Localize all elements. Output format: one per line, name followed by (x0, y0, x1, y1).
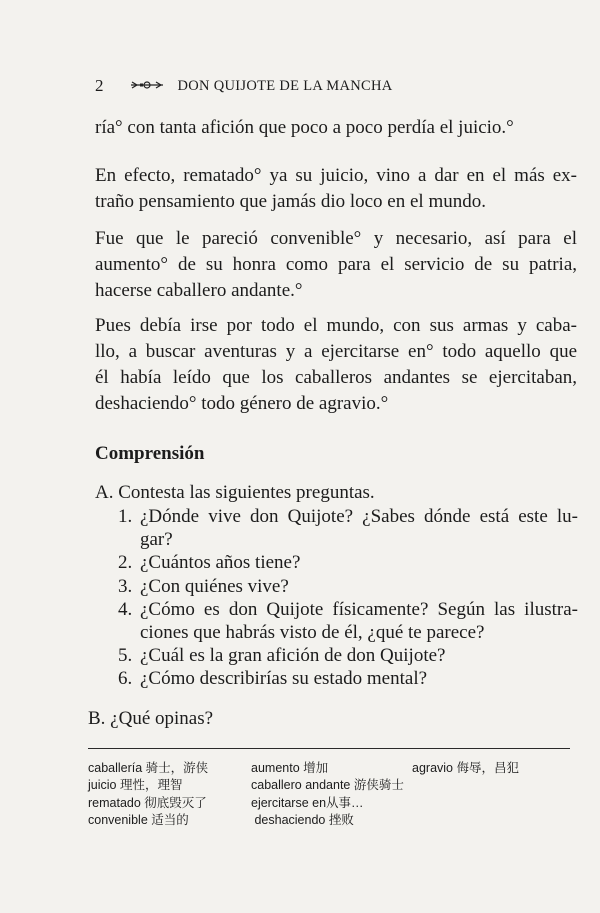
paragraph-2 (95, 163, 577, 215)
page-header (95, 74, 393, 98)
text-line: hacerse caballero andante.° (95, 280, 303, 301)
running-title: DON QUIJOTE DE LA MANCHA (177, 77, 393, 94)
question-number: 2. (118, 552, 133, 574)
glossary-entry: agravio 侮辱，昌犯 (412, 761, 519, 775)
glossary-entry: deshaciendo 挫败 (251, 813, 354, 828)
question-text: ¿Cuántos años tiene? (140, 552, 301, 574)
glossary-entry: convenible 适当的 (88, 813, 189, 828)
section-heading: Comprensión (95, 443, 205, 464)
text-line: aumento° de su honra como para el servicio de su patria, (95, 254, 577, 275)
text-line: traño pensamiento que jamás dio loco en el mundo. (95, 191, 486, 212)
question-number: 4. (118, 598, 133, 620)
text-line: Pues debía irse por todo el mundo, con sus armas y caba- (95, 315, 577, 336)
paragraph-1 (95, 115, 577, 141)
question-number: 6. (118, 668, 133, 690)
glossary-column-2 (251, 760, 404, 830)
question-text (140, 598, 578, 644)
question-line: ¿Cómo es don Quijote físicamente? Según las ilustra- (140, 598, 578, 620)
list-item (118, 667, 578, 690)
question-list (118, 505, 578, 691)
question-line: ¿Dónde vive don Quijote? ¿Sabes dónde está este lu- (140, 506, 578, 527)
text-line: deshaciendo° todo género de agravio.° (95, 393, 389, 414)
list-item (118, 575, 578, 598)
page-number: 2 (95, 76, 104, 95)
text-line: Fue que le pareció convenible° y necesario, así para el (95, 228, 577, 249)
list-item (118, 505, 578, 551)
question-text (140, 505, 578, 551)
text-line: él había leído que los caballeros andantes se ejercitaban, (95, 367, 577, 388)
glossary-entry: rematado 彻底毁灭了 (88, 795, 207, 810)
glossary-entry: aumento 增加 (251, 761, 329, 775)
glossary-column-3 (412, 760, 519, 777)
question-text: ¿Con quiénes vive? (140, 575, 289, 597)
text-line: llo, a buscar aventuras y a ejercitarse en° todo aquello que (95, 341, 577, 362)
question-number: 1. (118, 506, 133, 527)
question-line: gar? (140, 529, 173, 551)
paragraph-3 (95, 226, 577, 304)
part-b-instruction: B. ¿Qué opinas? (88, 708, 214, 729)
question-text: ¿Cuál es la gran afición de don Quijote? (140, 645, 446, 667)
list-item (118, 598, 578, 644)
text-line: ría° con tanta afición que poco a poco perdía el juicio.° (95, 117, 514, 138)
question-text: ¿Cómo describirías su estado mental? (140, 668, 428, 690)
glossary-entry: juicio 理性，理智 (88, 778, 183, 793)
part-a-instruction: A. Contesta las siguientes preguntas. (95, 482, 375, 503)
list-item (118, 644, 578, 667)
ornament-icon (130, 77, 164, 95)
question-number: 3. (118, 575, 133, 597)
glossary-entry: caballero andante 游侠骑士 (251, 778, 404, 793)
show-through-text (330, 140, 334, 160)
question-number: 5. (118, 645, 133, 667)
list-item (118, 551, 578, 574)
question-line: ciones que habrás visto de él, ¿qué te parece? (140, 622, 485, 644)
glossary-entry: caballería 骑士，游侠 (88, 761, 209, 775)
footnote-divider (88, 748, 570, 749)
glossary-entry: ejercitarse en从事… (251, 795, 364, 810)
glossary-column-1 (88, 760, 208, 830)
text-line: En efecto, rematado° ya su juicio, vino a dar en el más ex- (95, 165, 577, 186)
paragraph-4 (95, 313, 577, 417)
